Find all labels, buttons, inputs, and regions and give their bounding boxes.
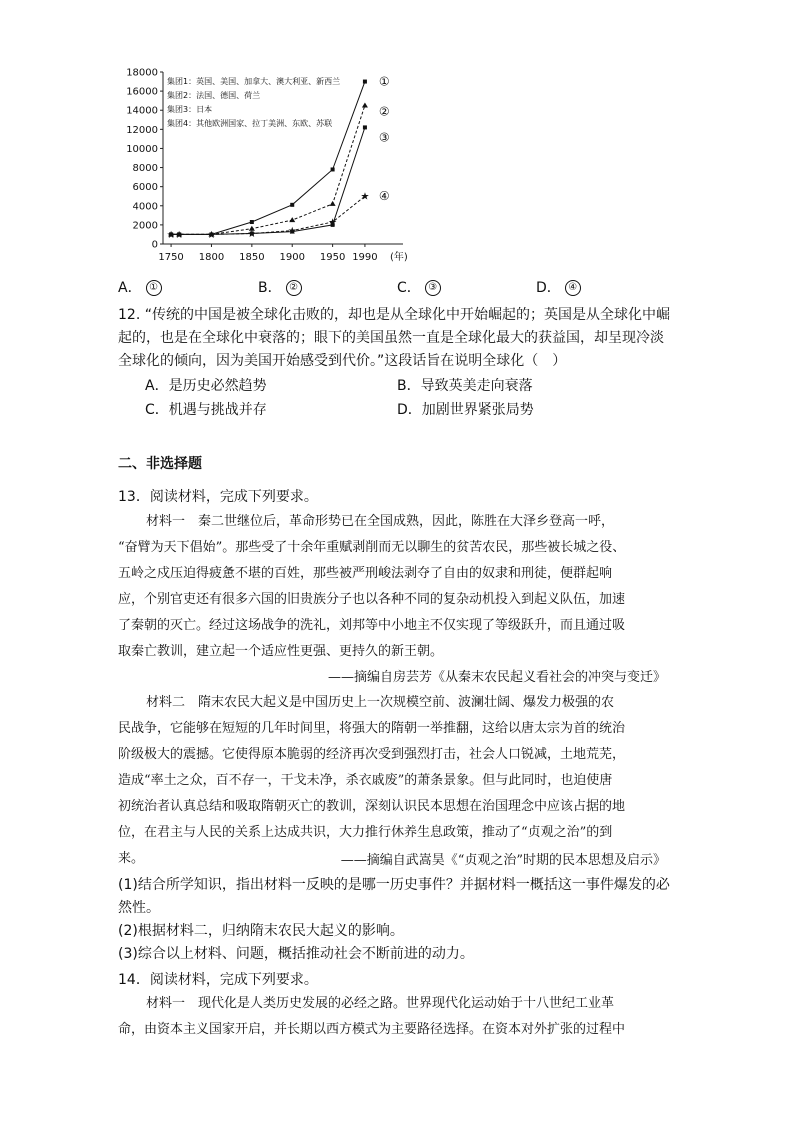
option-mark: ④	[565, 280, 581, 296]
material-line: 民战争，它能够在短短的几年时间里，将强大的隋朝一举推翻，这给以唐太宗为首的统治	[118, 721, 626, 736]
data-point: ★	[328, 217, 338, 229]
material-line: 了秦朝的灭亡。经过这场战争的洗礼，刘邦等中小地主不仅实现了等级跃升，而且通过吸	[118, 618, 626, 633]
y-tick-label: 0	[151, 239, 158, 251]
option-letter: C．	[397, 280, 421, 296]
data-point: ★	[166, 229, 176, 241]
legend-entry: 集团2：法国、德国、荷兰	[167, 91, 261, 100]
option-mark: ①	[146, 280, 162, 296]
q11-option-b[interactable]	[258, 277, 302, 297]
data-point	[362, 102, 368, 107]
data-point: ★	[287, 226, 297, 238]
material-line: 来。	[118, 851, 145, 866]
q13-material2	[118, 690, 625, 872]
q12-option-c[interactable]: C．机遇与挑战并存	[145, 402, 267, 418]
q13-stem: 13．阅读材料，完成下列要求。	[118, 489, 318, 505]
y-tick-label: 18000	[126, 67, 158, 79]
material-line: 造成“率土之众，百不存一，干戈未净，杀衣戚废”的萧条景象。但与此同时，也迫使唐	[118, 773, 613, 788]
option-letter: B．	[258, 280, 282, 296]
y-tick-label: 16000	[126, 86, 158, 98]
data-point: ★	[360, 191, 370, 203]
q13-material1	[118, 509, 625, 665]
q12-line: 全球化的倾向，因为美国开始感受到代价。”这段话旨在说明全球化（ ）	[118, 353, 567, 369]
material-line: “奋臂为天下倡始”。那些受了十余年重赋剥削而无以聊生的贫苦农民，那些被长城之役、	[118, 540, 626, 555]
series-marker: ②	[378, 104, 390, 119]
q14-stem: 14．阅读材料，完成下列要求。	[118, 972, 318, 988]
x-tick-label: 1990	[352, 252, 378, 263]
legend-entry: 集团4：其他欧洲国家、拉丁美洲、东欧、苏联	[167, 119, 333, 128]
data-point	[290, 203, 294, 207]
material-line: 阶级极大的震撼。它使得原本脆弱的经济再次受到强烈打击，社会人口锐减，土地荒芜，	[118, 747, 626, 762]
q14-material1	[118, 991, 625, 1043]
q11-option-c[interactable]	[397, 277, 441, 297]
material-line: 位，在君主与人民的关系上达成共识，大力推行休养生息政策，推动了“贞观之治”的到	[118, 825, 613, 840]
material-line: 命，由资本主义国家开启，并长期以西方模式为主要路径选择。在资本对外扩张的过程中	[118, 1022, 626, 1037]
y-tick-label: 8000	[132, 163, 158, 175]
series-marker: ④	[378, 189, 390, 204]
question-line: (2)根据材料二，归纳隋末农民大起义的影响。	[118, 923, 404, 939]
q13-source1: ——摘编自房芸芳《从秦末农民起义看社会的冲突与变迁》	[327, 670, 666, 685]
option-letter: A．	[118, 280, 142, 296]
x-tick-label: 1850	[239, 252, 265, 263]
material-line: 材料一 现代化是人类历史发展的必经之路。世界现代化运动始于十八世纪工业革	[146, 996, 615, 1011]
x-tick-label: 1950	[319, 252, 346, 263]
question-line: (3)综合以上材料、问题，概括推动社会不断前进的动力。	[118, 946, 474, 962]
y-tick-label: 4000	[132, 201, 158, 213]
data-point: ★	[174, 229, 184, 241]
legend-entry: 集团3：日本	[167, 105, 213, 114]
x-tick-label: (年)	[390, 252, 408, 263]
q12-option-a[interactable]: A．是历史必然趋势	[145, 378, 267, 394]
option-mark: ②	[286, 280, 302, 296]
data-point: ★	[206, 229, 216, 241]
y-tick-label: 2000	[132, 220, 158, 232]
series-marker: ①	[378, 74, 390, 89]
section-title: 二、非选择题	[118, 456, 202, 472]
q12-option-b[interactable]: B．导致英美走向衰落	[397, 378, 533, 394]
x-tick-label: 1750	[158, 252, 184, 263]
chart-svg	[118, 62, 418, 272]
y-tick-label: 6000	[132, 182, 158, 194]
data-point	[330, 201, 336, 206]
data-point	[289, 217, 295, 222]
material-line: 材料一 秦二世继位后，革命形势已在全国成熟，因此，陈胜在大泽乡登高一呼，	[146, 514, 615, 529]
q13-questions	[118, 874, 670, 966]
q12-option-d[interactable]: D．加剧世界紧张局势	[397, 402, 534, 418]
y-tick-label: 14000	[126, 105, 158, 117]
option-letter: D．	[536, 280, 561, 296]
q12-line: 起的，也是在全球化中衰落的；眼下的美国虽然一直是全球化最大的获益国，却呈现冷淡	[118, 330, 664, 346]
option-mark: ③	[425, 280, 441, 296]
q13-source2: ——摘编自武嵩昊《“贞观之治”时期的民本思想及启示》	[340, 853, 666, 868]
material-line: 五岭之戍压迫得疲惫不堪的百姓，那些被严刑峻法剥夺了自由的奴隶和刑徒，便群起响	[118, 566, 613, 581]
material-line: 应，个别官吏还有很多六国的旧贵族分子也以各种不同的复杂动机投入到起义队伍，加速	[118, 592, 626, 607]
q11-option-a[interactable]	[118, 277, 162, 297]
y-tick-label: 12000	[126, 124, 158, 136]
gdp-line-chart	[118, 62, 418, 272]
material-line: 取秦亡教训，建立起一个适应性更强、更持久的新王朝。	[118, 644, 444, 659]
data-point: ★	[247, 228, 257, 240]
y-tick-label: 10000	[126, 143, 158, 155]
q12-line: 12. “传统的中国是被全球化击败的，却也是从全球化中开始崛起的；英国是从全球化中崛	[118, 307, 670, 323]
q11-option-d[interactable]	[536, 277, 581, 297]
data-point	[363, 125, 367, 129]
material-line: 材料二 隋末农民大起义是中国历史上一次规模空前、波澜壮阔、爆发力极强的农	[146, 695, 615, 710]
data-point	[250, 220, 254, 224]
data-point	[331, 167, 335, 171]
question-line: 然性。	[118, 900, 160, 916]
data-point	[363, 80, 367, 84]
material-line: 初统治者认真总结和吸取隋朝灭亡的教训，深刻认识民本思想在治国理念中应该占据的地	[118, 799, 626, 814]
series-marker: ③	[378, 130, 390, 145]
x-tick-label: 1800	[198, 252, 225, 263]
question-line: (1)结合所学知识，指出材料一反映的是哪一历史事件？并据材料一概括这一事件爆发的必	[118, 877, 670, 893]
x-tick-label: 1900	[279, 252, 305, 263]
legend-entry: 集团1：英国、美国、加拿大、澳大利亚、新西兰	[167, 77, 341, 86]
q12-stem	[118, 304, 670, 373]
